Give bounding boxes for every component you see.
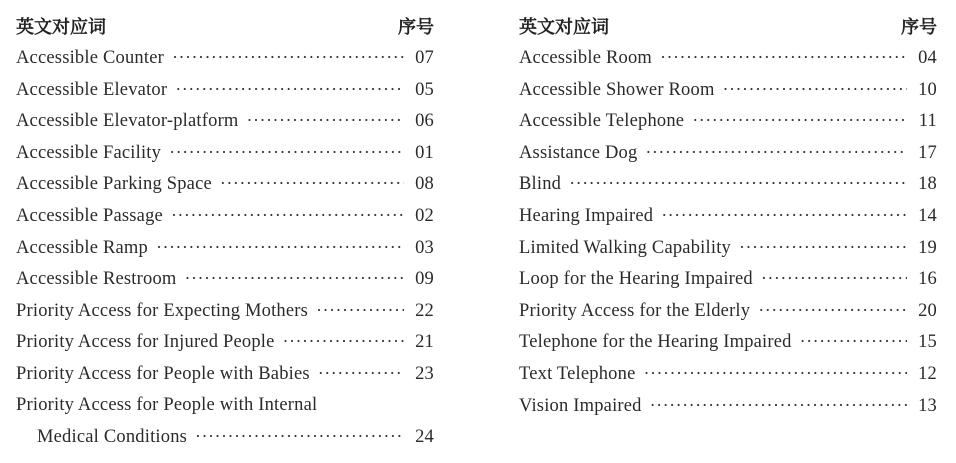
entry-number: 09 [415, 269, 434, 290]
entry-term: Accessible Counter [16, 48, 164, 68]
index-entry [16, 105, 434, 137]
dot-leader [761, 263, 907, 295]
left-column [16, 10, 434, 453]
entry-term: Accessible Ramp [16, 237, 148, 258]
entry-number: 15 [918, 332, 937, 353]
dot-leader [175, 74, 404, 106]
index-entry [519, 74, 937, 106]
dot-leader [156, 232, 404, 264]
entry-number: 08 [415, 174, 434, 195]
dot-leader [800, 326, 907, 358]
right-column [519, 10, 937, 421]
entry-number: 02 [415, 205, 434, 226]
dot-leader [650, 390, 907, 422]
entry-term: Priority Access for the Elderly [519, 300, 751, 321]
entry-term: Hearing Impaired [519, 205, 654, 226]
dot-leader [692, 105, 907, 137]
entry-term: Priority Access for People with Babies [16, 363, 310, 384]
entry-term: Accessible Room [519, 48, 652, 68]
entry-term: Text Telephone [519, 363, 636, 384]
right-column-header [519, 10, 937, 42]
right-entry-list [519, 42, 937, 421]
entry-number: 24 [415, 427, 434, 448]
dot-leader [318, 358, 404, 390]
header-english-term: 英文对应词 [16, 17, 106, 38]
entry-term: Priority Access for Expecting Mothers [16, 300, 309, 321]
dot-leader [316, 295, 404, 327]
entry-number: 07 [415, 48, 434, 68]
index-entry [519, 390, 937, 422]
index-entry [519, 168, 937, 200]
dot-leader [220, 168, 404, 200]
entry-number: 10 [918, 79, 937, 100]
entry-term: Priority Access for Injured People [16, 332, 275, 353]
index-entry [519, 200, 937, 232]
dot-leader [723, 74, 907, 106]
index-entry [16, 295, 434, 327]
index-entry [16, 263, 434, 295]
index-entry [16, 326, 434, 358]
entry-number: 17 [918, 142, 937, 163]
entry-term: Vision Impaired [519, 395, 642, 416]
entry-number: 21 [415, 332, 434, 353]
dot-leader [660, 42, 907, 74]
index-entry [519, 326, 937, 358]
entry-term: Accessible Telephone [519, 111, 685, 132]
index-entry [16, 137, 434, 169]
entry-term: Accessible Elevator [16, 79, 168, 100]
index-entry-line1 [16, 390, 434, 422]
entry-number: 16 [918, 269, 937, 290]
index-entry-line2 [16, 421, 434, 453]
dot-leader [739, 232, 907, 264]
dot-leader [169, 137, 404, 169]
dot-leader [569, 168, 907, 200]
entry-term: Blind [519, 174, 562, 195]
dot-leader [645, 137, 907, 169]
dot-leader [643, 358, 907, 390]
entry-number: 03 [415, 237, 434, 258]
entry-term: Assistance Dog [519, 142, 638, 163]
left-column-header [16, 10, 434, 42]
dot-leader [283, 326, 404, 358]
entry-term: Limited Walking Capability [519, 237, 731, 258]
index-entry [519, 232, 937, 264]
entry-term: Telephone for the Hearing Impaired [519, 332, 792, 353]
index-entry [519, 105, 937, 137]
entry-number: 11 [918, 111, 937, 132]
entry-term: Accessible Elevator-platform [16, 111, 239, 132]
header-english-term: 英文对应词 [519, 17, 609, 38]
entry-term: Accessible Shower Room [519, 79, 715, 100]
entry-term: Accessible Parking Space [16, 174, 212, 195]
entry-number: 18 [918, 174, 937, 195]
header-number: 序号 [901, 17, 937, 38]
index-entry [16, 74, 434, 106]
index-entry [519, 358, 937, 390]
dot-leader [661, 200, 907, 232]
entry-number: 14 [918, 205, 937, 226]
entry-term: Accessible Facility [16, 142, 162, 163]
index-entry [519, 42, 937, 74]
entry-term: Accessible Passage [16, 205, 163, 226]
entry-number: 20 [918, 300, 937, 321]
entry-number: 22 [415, 300, 434, 321]
entry-number: 13 [918, 395, 937, 416]
index-entry [519, 295, 937, 327]
dot-leader [195, 421, 404, 453]
entry-number: 23 [415, 363, 434, 384]
entry-number: 04 [918, 48, 937, 68]
entry-term: Accessible Restroom [16, 269, 177, 290]
dot-leader [758, 295, 907, 327]
index-entry [16, 358, 434, 390]
entry-number: 12 [918, 363, 937, 384]
dot-leader [185, 263, 405, 295]
dot-leader [247, 105, 404, 137]
index-entry [16, 42, 434, 74]
index-entry [519, 137, 937, 169]
dot-leader [172, 42, 404, 74]
entry-term: Loop for the Hearing Impaired [519, 269, 753, 290]
index-entry [16, 168, 434, 200]
entry-term-line2: Medical Conditions [37, 427, 188, 448]
index-entry [16, 232, 434, 264]
entry-number: 19 [918, 237, 937, 258]
entry-number: 01 [415, 142, 434, 163]
header-number: 序号 [398, 17, 434, 38]
entry-number: 06 [415, 111, 434, 132]
index-entry [16, 200, 434, 232]
left-entry-list [16, 42, 434, 453]
entry-term-line1: Priority Access for People with Internal [16, 394, 318, 415]
dot-leader [171, 200, 404, 232]
entry-number: 05 [415, 79, 434, 100]
index-entry [519, 263, 937, 295]
